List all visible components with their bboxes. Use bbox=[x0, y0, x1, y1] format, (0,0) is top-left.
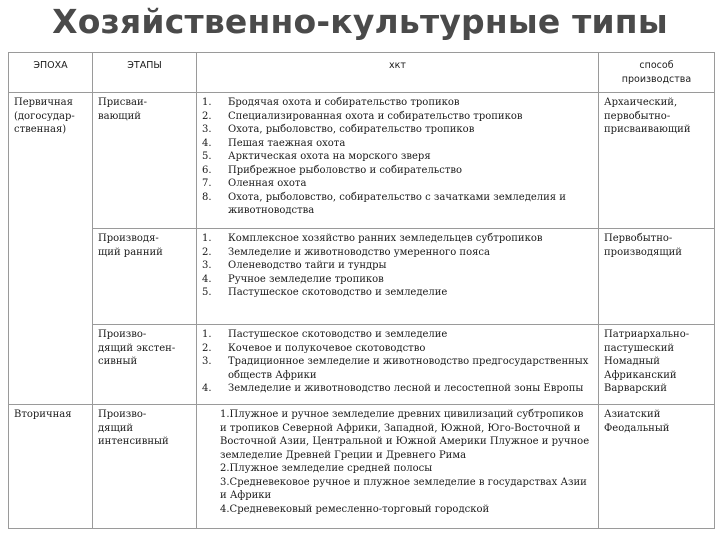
epoch-secondary: Вторичная bbox=[9, 405, 93, 529]
header-stages: ЭТАПЫ bbox=[93, 53, 197, 93]
table-header-row bbox=[9, 53, 715, 93]
list-item: 5. Пастушеское скотоводство и земледелие bbox=[202, 287, 448, 298]
hkt-table bbox=[8, 52, 715, 529]
table-row bbox=[9, 325, 715, 405]
list-item: 3.Средневековое ручное и плужное земледелие в государствах Азии и Африки bbox=[220, 476, 587, 501]
list-item: 1. Пастушеское скотоводство и земледелие bbox=[202, 329, 448, 340]
method-cell: Патриархально- пастушеский Номадный Африканский Варварский bbox=[599, 325, 715, 405]
list-item: 4. Ручное земледелие тропиков bbox=[202, 273, 384, 285]
list-item: 3. Традиционное земледелие и животноводство предгосударственных обществ Африки bbox=[202, 356, 589, 381]
table-row bbox=[9, 229, 715, 325]
list-item: 3. Оленеводство тайги и тундры bbox=[202, 260, 387, 271]
stage-cell: Присваи- вающий bbox=[93, 93, 197, 229]
list-item: 2.Плужное земледелие средней полосы bbox=[220, 463, 433, 474]
list-item: 2. Земледелие и животноводство умеренного пояса bbox=[202, 246, 490, 258]
stage-cell: Произво- дящий экстен- сивный bbox=[93, 325, 197, 405]
list-item: 2. Кочевое и полукочевое скотоводство bbox=[202, 342, 426, 354]
list-item: 7. Оленная охота bbox=[202, 178, 307, 189]
list-item: 6. Прибрежное рыболовство и собирательство bbox=[202, 164, 463, 176]
list-item: 4. Пешая таежная охота bbox=[202, 137, 346, 149]
list-item: 1. Комплексное хозяйство ранних земледельцев субтропиков bbox=[202, 233, 543, 244]
header-hkt: хкт bbox=[197, 53, 599, 93]
header-method: способ производства bbox=[599, 53, 715, 93]
list-item: 4.Средневековый ремесленно-торговый городской bbox=[220, 503, 490, 515]
list-item: 4. Земледелие и животноводство лесной и лесостепной зоны Европы bbox=[202, 383, 584, 394]
stage-cell: Произво- дящий интенсивный bbox=[93, 405, 197, 529]
list-item: 3. Охота, рыболовство, собирательство тропиков bbox=[202, 124, 475, 135]
table-row bbox=[9, 93, 715, 229]
epoch-primary: Первичная (догосудар- ственная) bbox=[9, 93, 93, 405]
method-cell: Азиатский Феодальный bbox=[599, 405, 715, 529]
stage-cell: Производя- щий ранний bbox=[93, 229, 197, 325]
list-item: 1. Бродячая охота и собирательство тропиков bbox=[202, 97, 460, 108]
header-epoch: ЭПОХА bbox=[9, 53, 93, 93]
page-title: Хозяйственно-культурные типы bbox=[52, 2, 668, 41]
method-cell: Архаический, первобытно- присваивающий bbox=[599, 93, 715, 229]
list-item: 1.Плужное и ручное земледелие древних цивилизаций субтропиков и тропиков Северной Африки, Западной, Южной, Юго-Восточной и Восточной Азии, Центральной и Южной Америки Плужное и ручное земледелие Древней Греции и Древнего Рима bbox=[220, 409, 590, 461]
hkt-cell bbox=[197, 405, 599, 529]
method-cell: Первобытно- производящий bbox=[599, 229, 715, 325]
hkt-cell bbox=[197, 93, 599, 229]
hkt-cell bbox=[197, 229, 599, 325]
list-item: 5. Арктическая охота на морского зверя bbox=[202, 151, 431, 162]
hkt-cell bbox=[197, 325, 599, 405]
list-item: 2. Специализированная охота и собирательство тропиков bbox=[202, 110, 523, 122]
table-row bbox=[9, 405, 715, 529]
list-item: 8. Охота, рыболовство, собирательство с зачатками земледелия и животноводства bbox=[202, 191, 566, 216]
